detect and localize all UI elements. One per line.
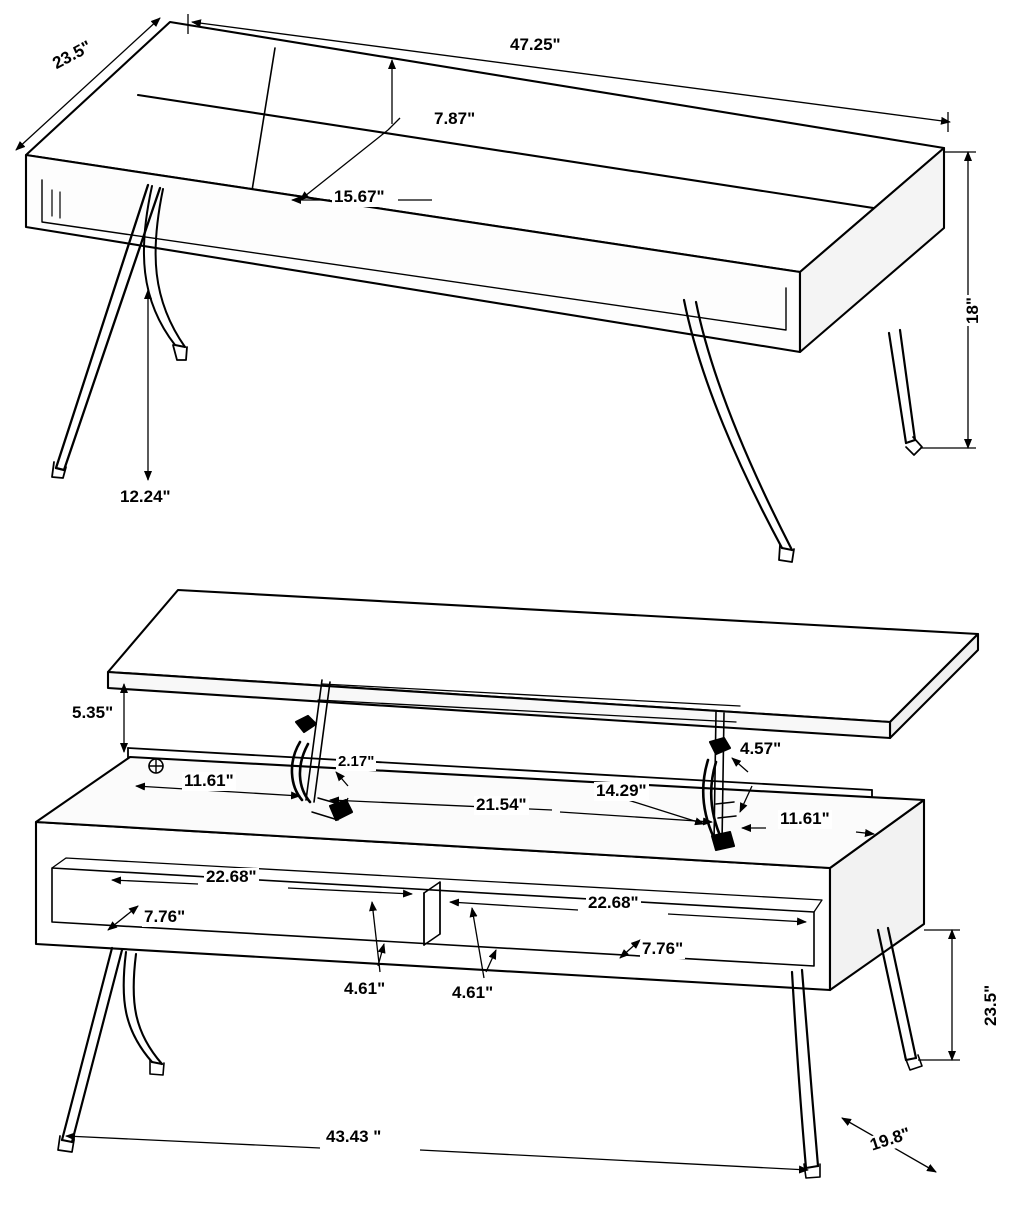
dimension-top-panel-depth: 15.67" <box>334 187 385 206</box>
dimension-left-shelf-width: 22.68" <box>206 867 257 886</box>
dimension-top-panel-gap: 7.87" <box>434 109 476 128</box>
dimension-left-shelf-depth: 7.76" <box>144 907 186 926</box>
dimension-mid-shelf-height: 4.61" <box>452 983 494 1002</box>
dimension-lift-rise: 5.35" <box>72 703 114 722</box>
dimension-right-inner-width: 11.61" <box>780 809 830 828</box>
dimension-width-top: 47.25" <box>510 35 561 54</box>
dimension-left-shelf-height: 4.61" <box>344 979 386 998</box>
dimension-hinge-small: 2.17" <box>338 753 375 770</box>
dimension-lift-arm-span: 14.29" <box>596 781 647 800</box>
dimension-base-depth: 19.8" <box>866 1124 915 1156</box>
dimension-right-shelf-width: 22.68" <box>588 893 639 912</box>
dimension-depth-top: 23.5" <box>48 37 97 75</box>
dimension-right-hinge: 4.57" <box>740 739 782 758</box>
dimension-base-width: 43.43 " <box>326 1127 382 1146</box>
dimension-leg-height: 12.24" <box>120 487 171 506</box>
dimension-center-span: 21.54" <box>476 795 527 814</box>
dimension-left-inner-width: 11.61" <box>184 771 234 790</box>
dimension-overall-depth: 23.5" <box>981 984 1000 1026</box>
dimension-height-total: 18" <box>963 297 982 324</box>
dimension-right-shelf-depth: 7.76" <box>642 939 684 958</box>
